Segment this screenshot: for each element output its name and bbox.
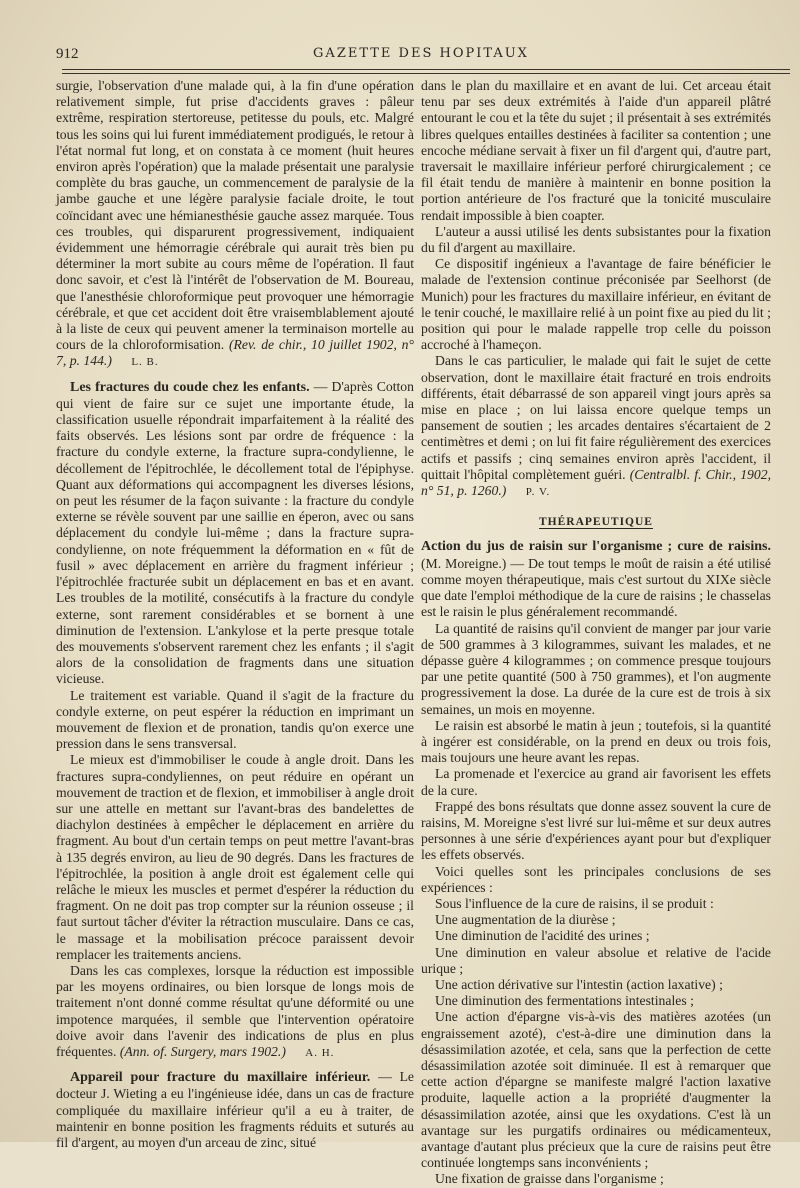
conclusions-list <box>421 896 771 1188</box>
paragraph: La quantité de raisins qu'il convient de manger par jour varie de 500 grammes à 3 kilogrammes, suivant les malades, et ne dépasse guère 4 kilogrammes ; on commence presque toujours par une petite quantité (500 à 750 grammes), et l'on augmente progressivement la dose. La durée de la cure est de trois à six semaines, un mois en moyenne. <box>421 620 771 717</box>
citation: (Centralbl. f. Chir., 1902, n° 51, p. 1260.) <box>421 466 772 499</box>
paragraph: Voici quelles sont les principales conclusions de ses expériences : <box>421 863 771 895</box>
article-heading: Appareil pour fracture du maxillaire inférieur. <box>70 1070 371 1086</box>
paragraph: dans le plan du maxillaire et en avant de lui. Cet arceau était tenu par ses deux extrémités à l'aide d'un appareil plâtré entourant le cou et la tête du sujet ; il présentait à ses extrémités libres quelques entailles destinées à faciliter sa contention ; une encoche médiane servait à fixer un fil d'argent qui, d'autre part, traversait le maxillaire inférieur perforé chirurgicalement ; ce fil était tendu de manière à maintenir en bonne position la portion antérieure de l'os fracturé que la tonicité musculaire rendait impossible à bien coapter. <box>421 78 771 223</box>
header-rule <box>62 69 790 70</box>
article-heading: Les fractures du coude chez les enfants. <box>70 379 310 395</box>
paragraph: Le mieux est d'immobiliser le coude à angle droit. Dans les fractures supra-condyliennes, on peut réduire en opérant un mouvement de traction et de flexion, et immobiliser à angle droit sur une attelle en mettant sur l'avant-bras des bandelettes de diachylon destinées à empêcher le déplacement en arrière du fragment. Au bout d'un certain temps on peut mettre l'avant-bras à 135 degrés environ, au lieu de 90 degrés. Dans les fractures de l'épitrochlée, la position à angle droit est également celle qui relâche le mieux les muscles et permet d'espérer la réduction du fragment. On ne doit pas trop compter sur la réunion osseuse ; il faut surtout tâcher d'éviter la rétraction musculaire. Dans ce cas, le massage et la mobilisation précoce paraissent devoir remplacer les traitements anciens. <box>56 752 414 962</box>
paragraph: surgie, l'observation d'une malade qui, à la fin d'une opération relativement simple, fut prise d'accidents graves : pâleur extrême, respiration stertoreuse, petitesse du pouls, etc. Malgré tous les soins qui lui furent immédiatement prodigués, le retour à l'état normal fut long, et on constata à ce moment (huit heures environ après l'opération) que la malade présentait une paralysie complète du bras gauche, un commencement de paralysie de la jambe gauche et une légère paralysie faciale droite, le tout coïncidant avec une hémianesthésie gauche assez marquée. Tous ces troubles, qui disparurent progressivement, indiquaient évidemment une hémorragie cérébrale qui aurait très bien pu déterminer la mort subite au cours même de l'opération. Il faut donc savoir, et c'est là l'intérêt de l'observation de M. Boureau, que l'anesthésie chloroformique peut provoquer une hémorragie cérébrale, et que cet accident doit être vraisemblablement ajouté à la liste de ceux qui peuvent amener la terminaison mortelle au cours de la chloroformisation. (Rev. de chir., 10 juillet 1902, n° 7, p. 144.) L. B. <box>56 78 414 369</box>
paragraph: Dans le cas particulier, le malade qui fait le sujet de cette observation, dont le maxillaire était fracturé en trois endroits différents, était débarrassé de son appareil vingt jours après sa mise en place ; on lui laissa encore quelque temps un pansement de soutien ; les arcades dentaires s'écartaient de 2 centimètres et demi ; on lui fit faire régulièrement des exercices actifs et passifs ; cinq semaines environ après l'accident, il quittait l'hôpital complètement guéri. (Centralbl. f. Chir., 1902, n° 51, p. 1260.) P. V. <box>421 353 772 499</box>
paragraph: L'auteur a aussi utilisé les dents subsistantes pour la fixation du fil d'argent au maxillaire. <box>421 223 771 256</box>
list-item: Une augmentation de la diurèse ; <box>435 912 616 928</box>
paragraph: Action du jus de raisin sur l'organisme ; cure de raisins. (M. Moreigne.) — De tout temps le moût de raisin a été utilisé comme moyen thérapeutique, mais c'est surtout du XIXe siècle que date l'emploi méthodique de la cure de raisins ; le chasselas est le raisin le plus généralement recommandé. <box>421 539 771 620</box>
citation: (Rev. de chir., 10 juillet 1902, n° 7, p. 144.) <box>56 337 414 369</box>
paragraph: Le traitement est variable. Quand il s'agit de la fracture du condyle externe, on peut espérer la réduction en imprimant un mouvement de flexion et de pronation, tandis qu'on exerce une pression dans le sens transversal. <box>56 687 414 752</box>
list-item: Sous l'influence de la cure de raisins, il se produit : <box>435 895 714 911</box>
paragraph: Le raisin est absorbé le matin à jeun ; toutefois, si la quantité à ingérer est considérable, on la prend en deux ou trois fois, mais toujours une heure avant les repas. <box>421 717 771 766</box>
paragraph: La promenade et l'exercice au grand air favorisent les effets de la cure. <box>421 766 771 798</box>
list-item: Une fixation de graisse dans l'organisme ; <box>435 1171 664 1187</box>
citation: (Ann. of. Surgery, mars 1902.) <box>119 1043 286 1059</box>
author-initials: A. H. <box>305 1046 335 1059</box>
list-item: Une diminution de l'acidité des urines ; <box>435 928 650 944</box>
article-heading: Action du jus de raisin sur l'organisme ; cure de raisins. <box>421 539 771 555</box>
author-initials: L. B. <box>131 356 159 369</box>
paragraph: Frappé des bons résultats que donne assez souvent la cure de raisins, M. Moreigne s'est livré sur lui-même et sur deux autres personnes à une série d'expériences ayant pour but d'expliquer les effets observés. <box>421 798 771 863</box>
list-item: Une diminution des fermentations intestinales ; <box>435 993 694 1009</box>
list-item: Une action d'épargne vis-à-vis des matières azotées (un engraissement azoté), c'est-à-dire une diminution dans la désassimilation azotée, et cela, sans que la perfection de cette désassimilation azotée soit diminuée. Il est à remarquer que cette action d'épargne se manifeste malgré l'action laxative produite, laquelle action a la propriété d'augmenter la désassimilation azotée, ainsi que les oxydations. C'est là un avantage sur les purgatifs ordinaires ou médicamenteux, avantage d'autant plus précieux que la cure de raisins peut être continuée longtemps sans inconvénients ; <box>421 1009 771 1171</box>
section-title: THÉRAPEUTIQUE <box>539 516 653 529</box>
paragraph: Dans les cas complexes, lorsque la réduction est impossible par les moyens ordinaires, ou bien lorsque de longs mois de traitement n'ont donné comme résultat qu'une déformité ou une impotence marquées, il semble que l'intervention opératoire doive avoir dans l'avenir des indications de plus en plus fréquentes. (Ann. of. Surgery, mars 1902.) A. H. <box>56 962 414 1059</box>
page-header <box>56 42 786 66</box>
left-column <box>56 78 414 1151</box>
page-number: 912 <box>56 46 79 62</box>
paragraph: Ce dispositif ingénieux a l'avantage de faire bénéficier le malade de l'extension continue préconisée par Seelhorst (de Munich) pour les fractures du maxillaire inférieur, en évitant de le tenir couché, le maxillaire relié à un point fixe au pied du lit ; position qui pour le malade rappelle trop celle du poisson accroché à l'hameçon. <box>421 256 771 353</box>
paragraph: Appareil pour fracture du maxillaire inférieur. — Le docteur J. Wieting a eu l'ingénieuse idée, dans un cas de fracture compliquée du maxillaire inférieur qu'il a eu à traiter, de maintenir en bonne position les fragments réduits et suturés au fil d'argent, au moyen d'un arceau de zinc, situé <box>56 1069 415 1150</box>
list-item: Une diminution en valeur absolue et relative de l'acide urique ; <box>421 944 771 976</box>
header-rule-thin <box>62 73 790 74</box>
author-initials: P. V. <box>525 486 551 499</box>
right-column <box>421 78 771 1188</box>
list-item: Une action dérivative sur l'intestin (action laxative) ; <box>435 976 723 992</box>
journal-title: GAZETTE DES HOPITAUX <box>313 46 529 61</box>
paragraph: Les fractures du coude chez les enfants. — D'après Cotton qui vient de faire sur ce sujet une importante étude, la classification usuelle répondrait imparfaitement à la réalité des faits observés. Les lésions sont par ordre de fréquence : la fracture du condyle externe, la fracture supra-condylienne, le décollement de l'épitrochlée, le décollement total de l'épiphyse. Quant aux déformations qui accompagnent les diverses lésions, on peut les résumer de la façon suivante : la fracture du condyle externe se révèle souvent par une saillie en éperon, avec ou sans déplacement du condyle lui-même ; dans la fracture supra-condylienne, on note fréquemment la déformation en « fût de fusil » avec déplacement en arrière du fragment inférieur ; l'épitrochlée fracturée subit un déplacement en bas et en avant. Les troubles de la motilité, consécutifs à la fracture du condyle externe, sont rarement considérables et se bornent à une diminution de l'extension. L'ankylose et la perte presque totale des mouvements s'observent rarement chez les enfants ; il s'agit alors de la consolidation de fragments dans une situation vicieuse. <box>56 378 414 687</box>
